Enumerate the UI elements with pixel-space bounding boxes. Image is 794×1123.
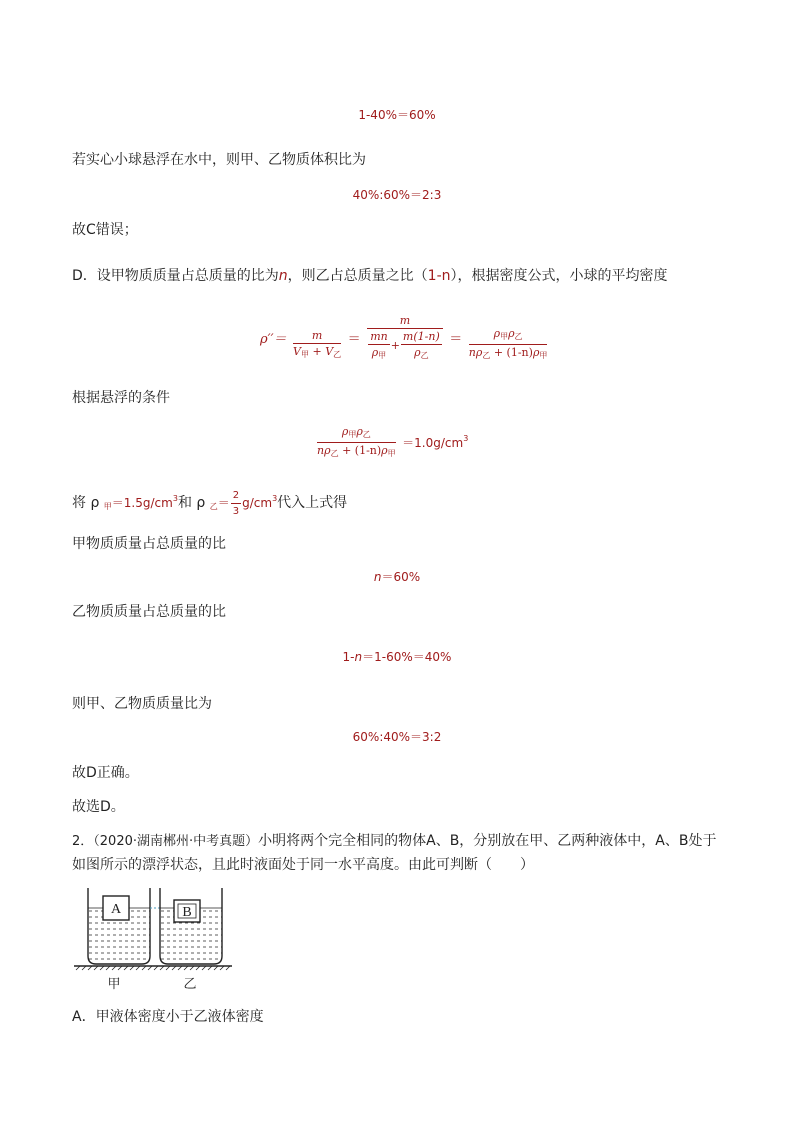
f1-frac1-num: m — [293, 328, 341, 344]
paragraph-suspension-condition: 根据悬浮的条件 — [72, 390, 170, 406]
block-a-label: A — [110, 902, 122, 917]
equation-1: 1-40%＝60% — [358, 108, 436, 122]
f2-rhs: $=1.0g/cm^3$ — [402, 434, 469, 450]
option-a[interactable]: A．甲液体密度小于乙液体密度 — [72, 1009, 264, 1025]
beaker-jia-label: 甲 — [107, 977, 121, 992]
paragraph-jia-mass-ratio: 甲物质质量占总质量的比 — [72, 536, 226, 552]
question-2-line2: 如图所示的漂浮状态，且此时液面处于同一水平高度。由此可判断（ ） — [72, 857, 534, 873]
question-2-line1 — [72, 831, 717, 852]
question-2-number: 2．（2020·湖南郴州·中考真题） — [72, 834, 259, 849]
f1-eq1: ＝ — [347, 332, 361, 347]
equation-5: 60%:40%＝3:2 — [352, 730, 442, 744]
paragraph-substitute — [72, 488, 347, 519]
d-setup-text-post: ），根据密度公式，小球的平均密度 — [450, 268, 668, 284]
f1-frac3-den: $n\rho_乙 + (1-n)\rho_甲$ — [468, 346, 548, 360]
paragraph-mass-ratio: 则甲、乙物质质量比为 — [72, 696, 212, 712]
paragraph-yi-mass-ratio: 乙物质质量占总质量的比 — [72, 604, 226, 620]
p5-sub2: 乙 — [209, 502, 218, 511]
f1-lhs: ρ′′＝ — [260, 332, 287, 347]
f1-frac1 — [293, 314, 341, 362]
beaker-yi-label: 乙 — [183, 977, 197, 992]
paragraph-answer: 故选D。 — [72, 799, 125, 815]
d-setup-text-pre: D．设甲物质质量占总质量的比为 — [72, 268, 279, 284]
p5-rho-yi-value: ＝ $\frac{2}{3}$ $g/cm^3$ — [217, 490, 278, 517]
p5-a: 将 ρ — [72, 495, 104, 511]
f2-frac — [317, 424, 396, 461]
d-setup-n: n — [278, 268, 288, 284]
p5-f: 代入上式得 — [277, 495, 348, 511]
f2-num: $\rho_甲\rho_乙$ — [317, 424, 396, 443]
p5-c: 和 ρ — [177, 495, 210, 511]
p5-rho-jia-value: $=1.5g/cm^3$ — [111, 494, 178, 510]
paragraph-d-setup — [72, 266, 668, 286]
f2-den: $n\rho_乙 + (1-n)\rho_甲$ — [317, 444, 396, 458]
equation-4: 1-n＝1-60%＝40% — [342, 650, 452, 664]
f1-eq2: ＝ — [449, 332, 463, 347]
d-setup-text-mid: ，则乙占总质量之比（ — [287, 268, 428, 284]
f1-frac3-num: $\rho_甲\rho_乙$ — [469, 326, 548, 345]
paragraph-c-wrong: 故C错误； — [72, 222, 138, 238]
f1-frac3 — [469, 312, 548, 363]
formula-suspension — [316, 424, 470, 461]
f1-frac2-den: $\frac{mn}{\rho_甲}$ + $\frac{m(1-n)}{\rho_乙}$ — [370, 329, 440, 360]
d-setup-paren: 1-n — [427, 268, 451, 284]
equation-2: 40%:60%＝2:3 — [352, 188, 442, 202]
block-b-label: B — [182, 905, 192, 920]
p5-sub1: 甲 — [103, 502, 112, 511]
f1-frac2 — [367, 313, 443, 363]
equation-3: n＝60% — [373, 570, 421, 584]
formula-average-density — [258, 312, 548, 363]
beakers-figure — [70, 884, 234, 994]
question-2-text1: 小明将两个完全相同的物体A、B，分别放在甲、乙两种液体中，A、B处于 — [258, 833, 717, 849]
f1-frac1-den: $V_甲 + V_乙$ — [293, 344, 342, 359]
paragraph-d-correct: 故D正确。 — [72, 765, 139, 781]
paragraph-volume-ratio: 若实心小球悬浮在水中，则甲、乙物质体积比为 — [72, 152, 366, 168]
f1-frac2-num: m — [367, 313, 443, 329]
